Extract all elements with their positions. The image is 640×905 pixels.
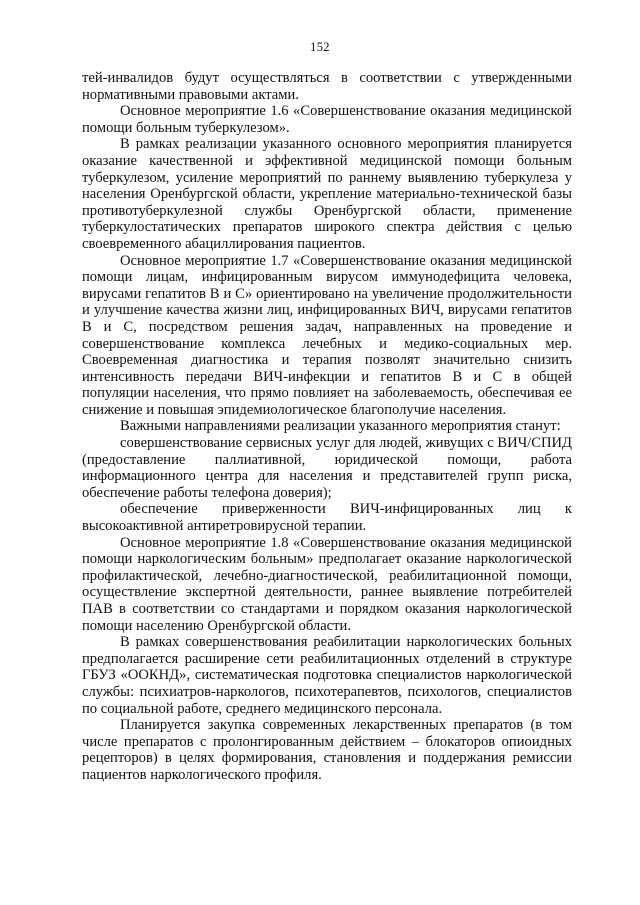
paragraph-rehabilitation: В рамках совершенствования реабилитации наркологических больных предполагается расширение сети реабилитационных отделений в структуре ГБУЗ «ООКНД», систематическая подготовка специалистов наркологической службы: психиатров-наркологов, психотерапевтов, психологов, специалистов по социальной работе, среднего медицинского персонала.	[82, 634, 572, 717]
paragraph-measure-1-6-title: Основное мероприятие 1.6 «Совершенствование оказания медицинской помощи больным туберкулезом».	[82, 103, 572, 136]
paragraph-measure-1-7: Основное мероприятие 1.7 «Совершенствование оказания медицинской помощи лицам, инфицированным вирусом иммунодефицита человека, вирусами гепатитов В и С» ориентировано на увеличение продолжительности и улучшение качества жизни лиц, инфицированных ВИЧ, вирусами гепатитов В и С, посредством решения задач, направленных на проведение и совершенствование комплекса лечебных и медико-социальных мер. Своевременная диагностика и терапия позволят значительно снизить интенсивность передачи ВИЧ-инфекции и гепатитов В и С в общей популяции населения, что прямо повлияет на заболеваемость, обеспечивая ее снижение и повышая эпидемиологическое благополучие населения.	[82, 252, 572, 418]
paragraph-measure-1-6-body: В рамках реализации указанного основного мероприятия планируется оказание качественной и эффективной медицинской помощи больным туберкулезом, усиление мероприятий по раннему выявлению туберкулеза у населения Оренбургской области, укрепление материально-технической базы противотуберкулезной службы Оренбургской области, применение туберкулостатических препаратов широкого спектра действия с целью своевременного абациллирования пациентов.	[82, 136, 572, 252]
paragraph-measure-1-8: Основное мероприятие 1.8 «Совершенствование оказания медицинской помощи наркологическим больным» предполагает оказание наркологической профилактической, лечебно-диагностической, реабилитационной помощи, осуществление экспертной деятельности, раннее выявление потребителей ПАВ в соответствии со стандартами и порядком оказания наркологической помощи населению Оренбургской области.	[82, 534, 572, 634]
paragraph-direction-service: совершенствование сервисных услуг для людей, живущих с ВИЧ/СПИД (предоставление паллиативной, юридической помощи, работа информационного центра для населения и представителей групп риска, обеспечение работы телефона доверия);	[82, 435, 572, 501]
document-body	[82, 70, 572, 784]
paragraph-continuation: тей-инвалидов будут осуществляться в соответствии с утвержденными нормативными правовыми актами.	[82, 70, 572, 103]
paragraph-procurement: Планируется закупка современных лекарственных препаратов (в том числе препаратов с пролонгированным действием – блокаторов опиоидных рецепторов) в целях формирования, становления и поддержания ремиссии пациентов наркологического профиля.	[82, 717, 572, 783]
paragraph-directions-intro: Важными направлениями реализации указанного мероприятия станут:	[120, 418, 561, 435]
paragraph-direction-adherence: обеспечение приверженности ВИЧ-инфицированных лиц к высокоактивной антиретровирусной терапии.	[82, 501, 572, 535]
page-number: 152	[310, 40, 330, 54]
